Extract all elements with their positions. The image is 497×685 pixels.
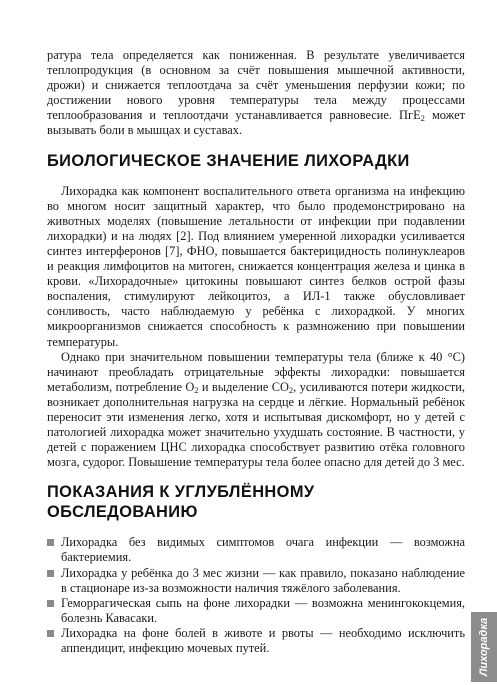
square-bullet-icon — [47, 539, 54, 546]
section-heading-indications: ПОКАЗАНИЯ К УГЛУБЛЁННОМУ ОБСЛЕДОВАНИЮ — [47, 483, 315, 522]
list-item: Лихорадка у ребёнка до 3 мес жизни — как правило, показано наблюдение в стационаре из-за возможности наличия тяжёлого заболевания. — [47, 566, 465, 596]
list-item: Лихорадка на фоне болей в животе и рвоты — необходимо исключить аппендицит, инфекцию мочевых путей. — [47, 626, 465, 656]
square-bullet-icon — [47, 630, 54, 637]
chapter-side-tab-label: Лихорадка — [478, 617, 490, 677]
list-item: Геморрагическая сыпь на фоне лихорадки — возможна менингококцемия, болезнь Кавасаки. — [47, 596, 465, 626]
section-heading-biological: БИОЛОГИЧЕСКОЕ ЗНАЧЕНИЕ ЛИХОРАДКИ — [47, 151, 410, 170]
chapter-side-tab — [471, 612, 497, 682]
intro-paragraph: ратура тела определяется как пониженная. В результате увеличивается теплопродукция (в основном за счёт повышения мышечной активности, дрожи) и снижается теплоотдача за счёт уменьшения перфузии кожи; по достижении нового уровня температуры тела между процессами теплообразования и теплоотдачи устанавливается равновесие. ПгЕ$_2$ может вызывать боли в мышцах и суставах. — [47, 48, 465, 138]
indications-list — [47, 535, 465, 656]
paragraph-negative-effects: Однако при значительном повышении температуры тела (ближе к 40 °С) начинают преобладать отрицательные эффекты лихорадки: повышается метаболизм, потребление $О_2$ и выделение $СО_2$, усиливаются потери жидкости, возникает дополнительная нагрузка на сердце и лёгкие. Нормальный ребёнок переносит эти изменения легко, хотя и испытывая дискомфорт, но у детей с патологией лихорадка может значительно ухудшать состояние. В частности, у детей с поражением ЦНС лихорадка способствует развитию отёка головного мозга, судорог. Повышение температуры тела более опасно для детей до 3 мес. — [47, 349, 466, 470]
paragraph-protective: Лихорадка как компонент воспалительного ответа организма на инфекцию во многом носит защитный характер, что было продемонстрировано на животных моделях (повышение летальности от инфекции при подавлении лихорадки) и на людях [2]. Под влиянием умеренной лихорадки усиливается синтез интерферонов [7], ФНО, повышается бактерицидность полинуклеаров и реакция лимфоцитов на митоген, снижается концентрация железа и цинка в крови. «Лихорадочные» цитокины повышают синтез белков острой фазы воспаления, стимулируют лейкоцитоз, а ИЛ-1 также обусловливает сонливость, часто наблюдаемую у ребёнка с лихорадкой. У многих микроорганизмов снижается способность к размножению при повышении температуры. — [47, 183, 465, 349]
square-bullet-icon — [47, 600, 54, 607]
list-item: Лихорадка без видимых симптомов очага инфекции — возможна бактериемия. — [47, 535, 465, 565]
page-content — [47, 48, 465, 656]
square-bullet-icon — [47, 570, 54, 577]
